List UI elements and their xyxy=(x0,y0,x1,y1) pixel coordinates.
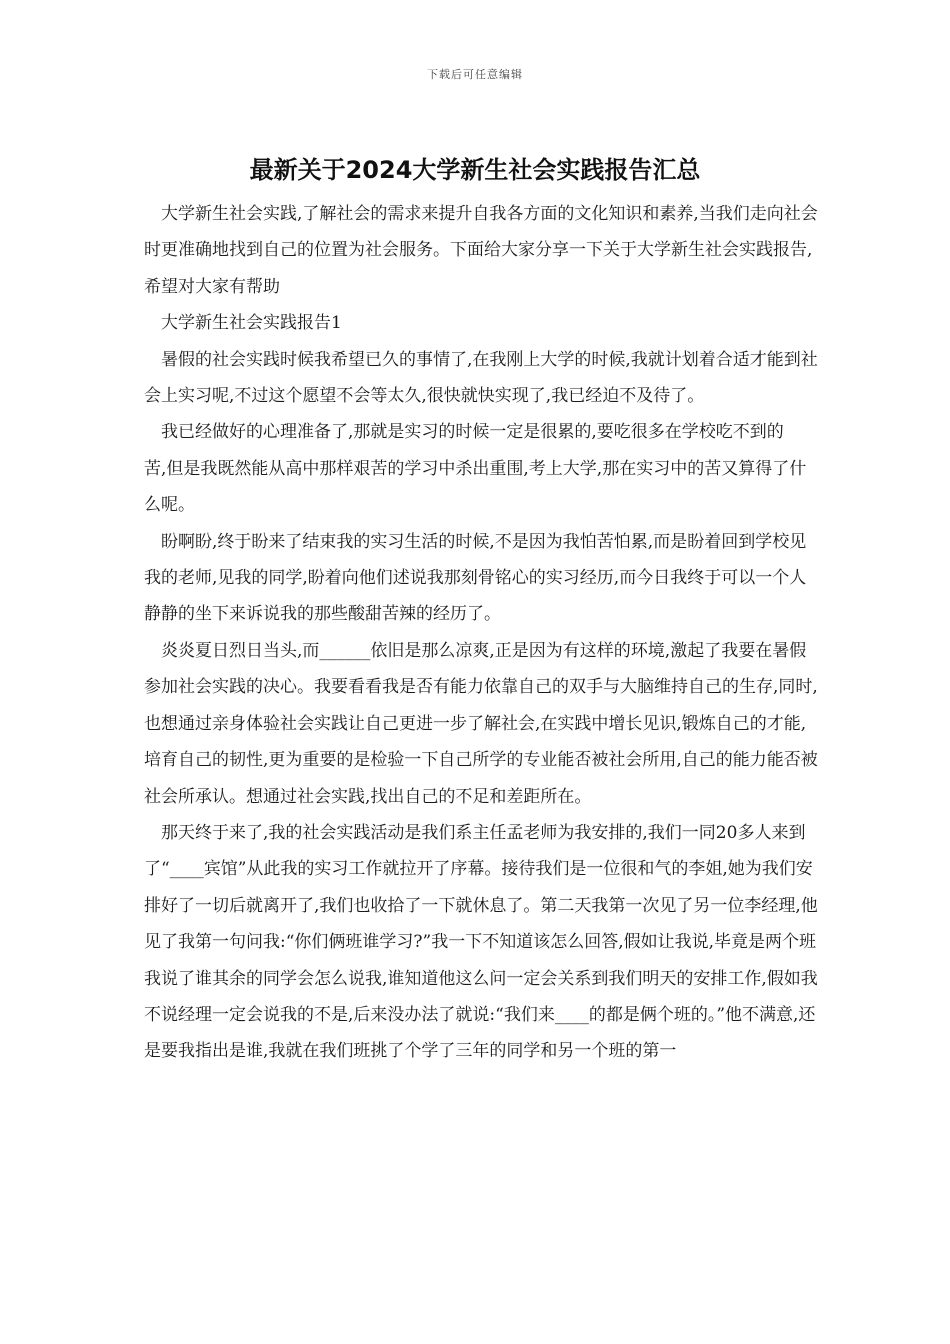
intro-paragraph: 大学新生社会实践,了解社会的需求来提升自我各方面的文化知识和素养,当我们走向社会时更准确地找到自己的位置为社会服务。下面给大家分享一下关于大学新生社会实践报告,希望对大家有帮助 xyxy=(144,204,818,297)
section-heading: 大学新生社会实践报告1 xyxy=(161,313,342,334)
body-paragraph: 苦,但是我既然能从高中那样艰苦的学习中杀出重围,考上大学,那在实习中的苦又算得了什么呢。 xyxy=(144,458,807,516)
header-note: 下载后可任意编辑 xyxy=(427,68,523,81)
document-body xyxy=(144,196,820,1070)
body-paragraph: 那天终于来了,我的社会实践活动是我们系主任孟老师为我安排的,我们一同20多人来到了“____宾馆”从此我的实习工作就拉开了序幕。接待我们是一位很和气的李姐,她为我们安排好了一切后就离开了,我们也收拾了一下就休息了。第二天我第一次见了另一位李经理,他见了我第一句问我:“你们俩班谁学习?”我一下不知道该怎么回答,假如让我说,毕竟是两个班我说了谁其余的同学会怎么说我,谁知道他这么问一定会关系到我们明天的安排工作,假如我不说经理一定会说我的不是,后来没办法了就说:“我们来____的都是俩个班的。”他不满意,还是要我指出是谁,我就在我们班挑了个学了三年的同学和另一个班的第一 xyxy=(144,822,818,1062)
body-paragraph: 暑假的社会实践时候我希望已久的事情了,在我刚上大学的时候,我就计划着合适才能到社会上实习呢,不过这个愿望不会等太久,很快就快实现了,我已经迫不及待了。 xyxy=(144,349,818,407)
document-title: 最新关于2024大学新生社会实践报告汇总 xyxy=(249,156,701,184)
body-paragraph: 我已经做好的心理准备了,那就是实习的时候一定是很累的,要吃很多在学校吃不到的 xyxy=(161,422,784,443)
body-paragraph: 盼啊盼,终于盼来了结束我的实习生活的时候,不是因为我怕苦怕累,而是盼着回到学校见我的老师,见我的同学,盼着向他们述说我那刻骨铭心的实习经历,而今日我终于可以一个人静静的坐下来诉说我的那些酸甜苦辣的经历了。 xyxy=(144,531,807,625)
body-paragraph: 炎炎夏日烈日当头,而______依旧是那么凉爽,正是因为有这样的环境,激起了我要在暑假参加社会实践的决心。我要看看我是否有能力依靠自己的双手与大脑维持自己的生存,同时,也想通过亲身体验社会实践让自己更进一步了解社会,在实践中增长见识,锻炼自己的才能,培育自己的韧性,更为重要的是检验一下自己所学的专业能否被社会所用,自己的能力能否被社会所承认。想通过社会实践,找出自己的不足和差距所在。 xyxy=(144,640,818,807)
